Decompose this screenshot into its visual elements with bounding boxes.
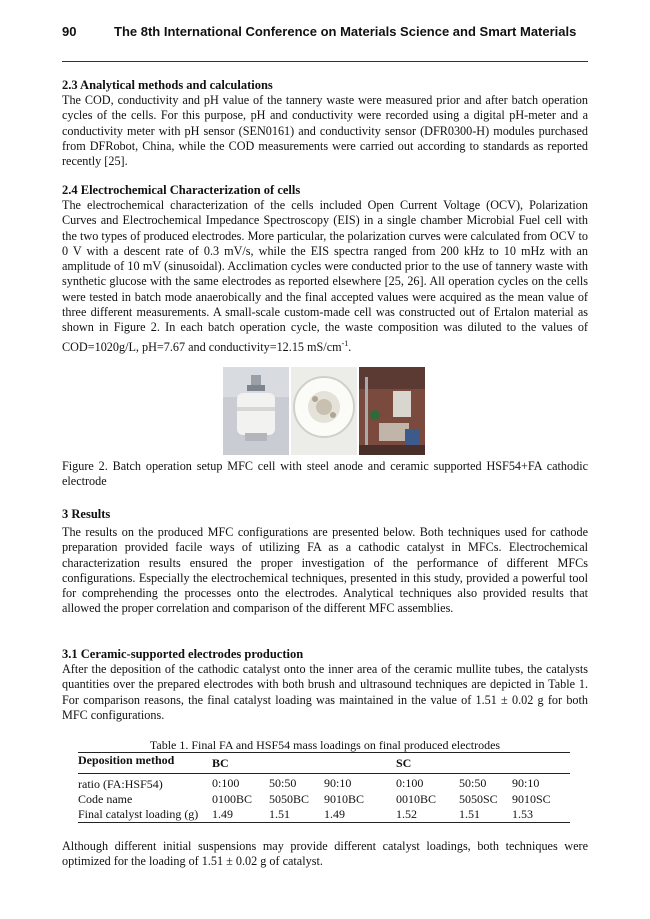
header-rule <box>62 61 588 62</box>
mass-loadings-table <box>78 752 570 823</box>
table-cell: 90:10 <box>324 775 352 790</box>
table-cell: 5050SC <box>459 792 498 806</box>
table-cell: 1.51 <box>269 807 290 821</box>
photo-cell-interior <box>291 367 357 455</box>
table-cell: 0010BC <box>396 792 437 806</box>
table-header-cell <box>324 753 396 774</box>
paragraph: The results on the produced MFC configurations are presented below. Both techniques used for cathode preparation provided facile ways of utilizing FA as a cathodic catalyst in MFCs. Electrochemical characterization results ensured the proper investigation of the performance of different MFCs configurations. Especially the electrochemical techniques, presented in this study, provided a powerful tool for comprehending the processes onto the electrodes. Analytical techniques also provided results that allowed the proper correlation and comparison of the different MFC assemblies. <box>62 525 588 616</box>
table-cell: 1.51 <box>459 807 480 821</box>
section-3 <box>62 507 588 617</box>
conference-title: The 8th International Conference on Materials Science and Smart Materials <box>114 24 577 39</box>
table-caption: Table 1. Final FA and HSF54 mass loadings on final produced electrodes <box>149 738 501 752</box>
paragraph: Although different initial suspensions may provide different catalyst loadings, both techniques were optimized for the loading of 1.51 ± 0.02 g of catalyst. <box>62 839 588 869</box>
paragraph: After the deposition of the cathodic catalyst onto the inner area of the ceramic mullite tubes, the catalysts quantities over the prepared electrodes with both brush and ultrasound techniques are depicted in Table 1. For comparison reasons, the final catalyst loading was maintained in the value of 1.51 ± 0.02 g for both MFC configurations. <box>62 662 588 722</box>
table-cell: 9010SC <box>512 792 551 806</box>
table-row <box>78 807 570 823</box>
section-2-3 <box>62 78 588 169</box>
table-header-row <box>78 753 570 774</box>
table-cell: 0:100 <box>212 775 240 790</box>
table-cell: 0:100 <box>396 775 424 790</box>
section-heading: 2.4 Electrochemical Characterization of cells <box>62 183 301 197</box>
table-row <box>78 774 570 793</box>
table-cell: 50:50 <box>269 775 297 790</box>
page-number: 90 <box>62 24 77 39</box>
section-heading: 3 Results <box>62 507 111 521</box>
section-2-4 <box>62 183 588 355</box>
table-header-cell: BC <box>212 755 229 770</box>
paragraph: The COD, conductivity and pH value of the tannery waste were measured prior and after batch operation cycles of the cells. For this purpose, pH and conductivity were recorded using a digital pH-meter and a conductivity meter with pH sensor (SEN0161) and conductivity sensor (DFR0300-H) modules purchased from DFRobot, China, while the COD measurements were carried out according to standards as reported recently [25]. <box>62 93 588 169</box>
figure-caption: Figure 2. Batch operation setup MFC cell with steel anode and ceramic supported HSF54+FA cathodic electrode <box>62 459 588 489</box>
closing-section <box>62 839 588 870</box>
section-3-1 <box>62 647 588 723</box>
section-heading: 2.3 Analytical methods and calculations <box>62 78 273 92</box>
running-header <box>62 22 588 44</box>
section-heading: 3.1 Ceramic-supported electrodes production <box>62 647 304 661</box>
photo-batch-setup <box>359 367 425 455</box>
table-cell: 5050BC <box>269 792 310 806</box>
table-cell: 90:10 <box>512 775 540 790</box>
table-header-cell <box>269 753 324 774</box>
figure-2 <box>0 367 650 455</box>
table-cell: ratio (FA:HSF54) <box>78 777 163 791</box>
photo-mfc-cell <box>223 367 289 455</box>
table-cell: 0100BC <box>212 792 253 806</box>
table-header-cell <box>459 753 512 774</box>
table-header-cell: Deposition method <box>78 753 175 767</box>
table-cell: Final catalyst loading (g) <box>78 807 199 821</box>
table-cell: Code name <box>78 792 133 806</box>
table-row <box>78 792 570 807</box>
table-cell: 1.53 <box>512 807 533 821</box>
table-cell: 1.49 <box>324 807 345 821</box>
table-header-cell: SC <box>396 755 412 770</box>
table-cell: 1.52 <box>396 807 417 821</box>
paragraph: The electrochemical characterization of the cells included Open Current Voltage (OCV), Polarization Curves and Electrochemical Impedance Spectroscopy (EIS) in a single chamber Microbial Fuel cell with the two types of produced electrodes. More particular, the polarization curves were calculated from OCV to 0 V with a descent rate of 0.3 mV/s, while the EIS spectra ranged from 200 kHz to 10 mHz with an amplitude of 10 mV (sinusoidal). Acclimation cycles were conducted prior to the use of tannery waste with synthetic glucose with the same electrodes as reported elsewhere [25, 26]. All operation cycles on the cells were tested in batch mode anaerobically and the final accepted values were acquired as the mean value of three different measurements. A small-scale custom-made cell was constructed out of Ertalon material as shown in Figure 2. In each batch operation cycle, the waste composition was diluted to the values of COD=1020g/L, pH=7.67 and conductivity=12.15 $mS/cm^{-1}$. <box>62 198 588 354</box>
table-header-cell <box>512 753 570 774</box>
table-cell: 50:50 <box>459 775 487 790</box>
table-cell: 1.49 <box>212 807 233 821</box>
table-cell: 9010BC <box>324 792 365 806</box>
